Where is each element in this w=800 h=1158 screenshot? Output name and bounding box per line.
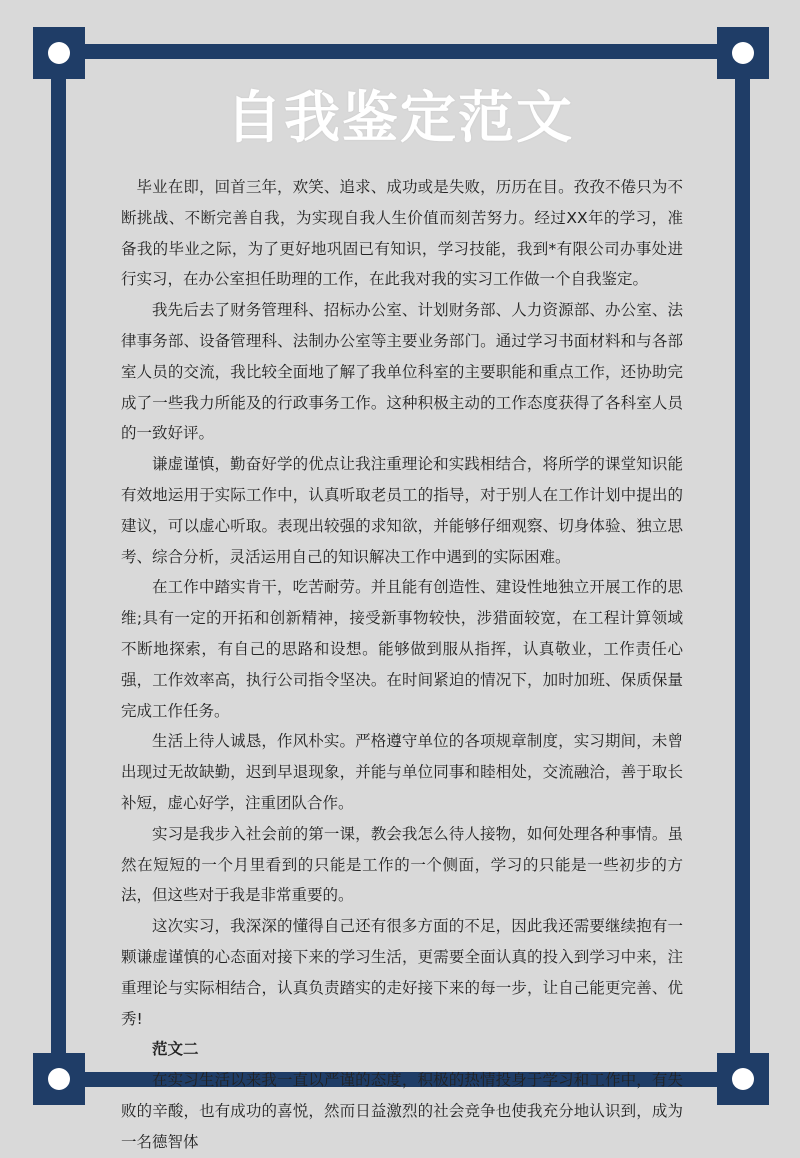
paragraph-2: 我先后去了财务管理科、招标办公室、计划财务部、人力资源部、办公室、法律事务部、设备管理科、法制办公室等主要业务部门。通过学习书面材料和与各部室人员的交流，我比较全面地了解了我单位科室的主要职能和重点工作，还协助完成了一些我力所能及的行政事务工作。这种积极主动的工作态度获得了各科室人员的一致好评。 [121, 301, 683, 443]
paragraph-3: 谦虚谨慎，勤奋好学的优点让我注重理论和实践相结合，将所学的课堂知识能有效地运用于实际工作中，认真听取老员工的指导，对于别人在工作计划中提出的建议，可以虚心听取。表现出较强的求知欲，并能够仔细观察、切身体验、独立思考、综合分析，灵活运用自己的知识解决工作中遇到的实际困难。 [121, 455, 683, 566]
corner-top-right-ornament [717, 27, 769, 79]
frame-left-bar [51, 58, 66, 1074]
section-heading-2: 范文二 [152, 1040, 199, 1059]
frame-top-bar [58, 44, 742, 59]
corner-top-left-ornament [33, 27, 85, 79]
paragraph-8: 在实习生活以来我一直以严谨的态度，积极的热情投身于学习和工作中，有失败的辛酸，也有成功的喜悦，然而日益激烈的社会竞争也使我充分地认识到，成为一名德智体 [121, 1071, 683, 1151]
paragraph-5: 生活上待人诚恳，作风朴实。严格遵守单位的各项规章制度，实习期间，未曾出现过无故缺勤，迟到早退现象，并能与单位同事和睦相处，交流融洽，善于取长补短，虚心好学，注重团队合作。 [121, 732, 683, 812]
corner-bottom-right-ornament [717, 1053, 769, 1105]
paragraph-7: 这次实习，我深深的懂得自己还有很多方面的不足，因此我还需要继续抱有一颗谦虚谨慎的心态面对接下来的学习生活，更需要全面认真的投入到学习中来，注重理论与实际相结合，认真负责踏实的走好接下来的每一步，让自己能更完善、优秀! [121, 917, 683, 1028]
document-body [121, 172, 683, 1158]
paragraph-6: 实习是我步入社会前的第一课，教会我怎么待人接物，如何处理各种事情。虽然在短短的一个月里看到的只能是工作的一个侧面，学习的只能是一些初步的方法，但这些对于我是非常重要的。 [121, 824, 683, 905]
frame-right-bar [735, 58, 750, 1074]
page-title: 自我鉴定范文 [226, 86, 574, 151]
corner-bottom-left-ornament [33, 1053, 85, 1105]
paragraph-4: 在工作中踏实肯干，吃苦耐劳。并且能有创造性、建设性地独立开展工作的思维;具有一定的开拓和创新精神，接受新事物较快，涉猎面较宽，在工程计算领域不断地探索，有自己的思路和设想。能够做到服从指挥，认真敬业，工作责任心强，工作效率高，执行公司指令坚决。在时间紧迫的情况下，加时加班、保质保量完成工作任务。 [121, 578, 683, 720]
paragraph-1: 毕业在即，回首三年，欢笑、追求、成功或是失败，历历在目。孜孜不倦只为不断挑战、不断完善自我，为实现自我人生价值而刻苦努力。经过XX年的学习，准备我的毕业之际，为了更好地巩固已有知识，学习技能，我到*有限公司办事处进行实习，在办公室担任助理的工作，在此我对我的实习工作做一个自我鉴定。 [121, 178, 683, 289]
